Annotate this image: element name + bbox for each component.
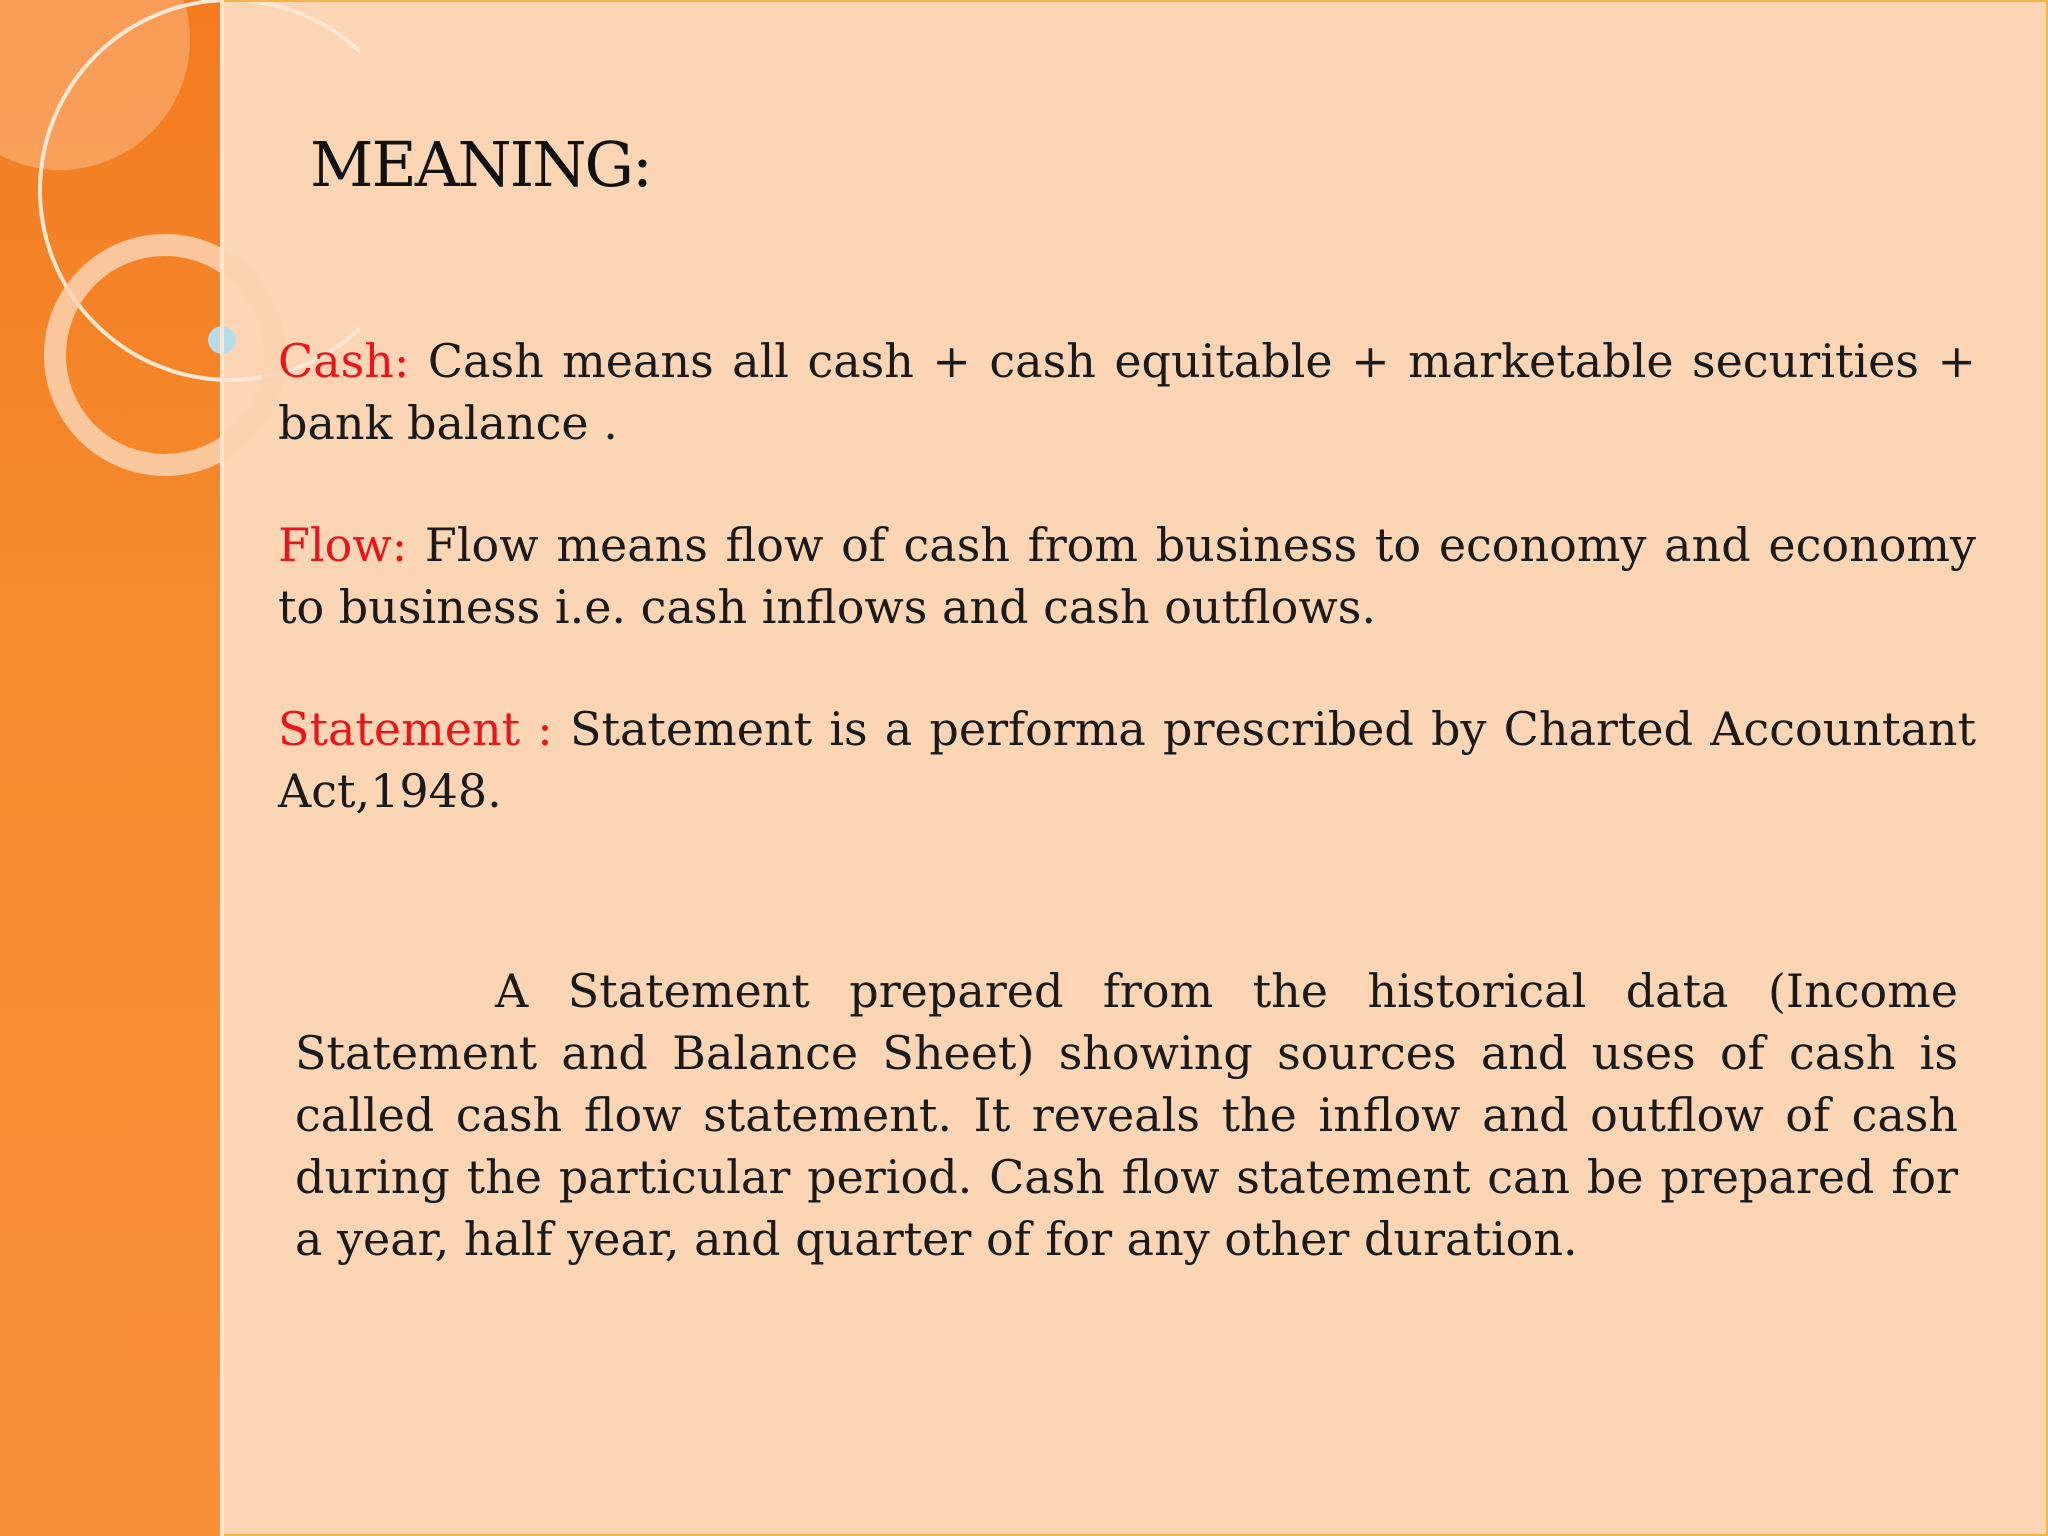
definition-statement xyxy=(278,698,1976,822)
definition-cash xyxy=(278,330,1976,454)
definition-flow xyxy=(278,514,1976,638)
slide-title: MEANING: xyxy=(310,128,651,201)
definitions-list xyxy=(278,330,1976,882)
term-cash: Cash: xyxy=(278,334,410,388)
definition-flow-text: Flow means flow of cash from business to economy and economy to business i.e. cash inflows and cash outflows. xyxy=(278,518,1976,634)
definition-statement-text: Statement is a performa prescribed by Charted Accountant Act,1948. xyxy=(278,702,1976,818)
summary-paragraph: A Statement prepared from the historical data (Income Statement and Balance Sheet) showing sources and uses of cash is called cash flow statement. It reveals the inflow and outflow of cash during the particular period. Cash flow statement can be prepared for a year, half year, and quarter of for any other duration. xyxy=(295,964,1958,1266)
large-faint-circle xyxy=(0,0,190,170)
term-flow: Flow: xyxy=(278,518,408,572)
definition-cash-text: Cash means all cash + cash equitable + marketable securities + bank balance . xyxy=(278,334,1976,450)
term-statement: Statement : xyxy=(278,702,553,756)
